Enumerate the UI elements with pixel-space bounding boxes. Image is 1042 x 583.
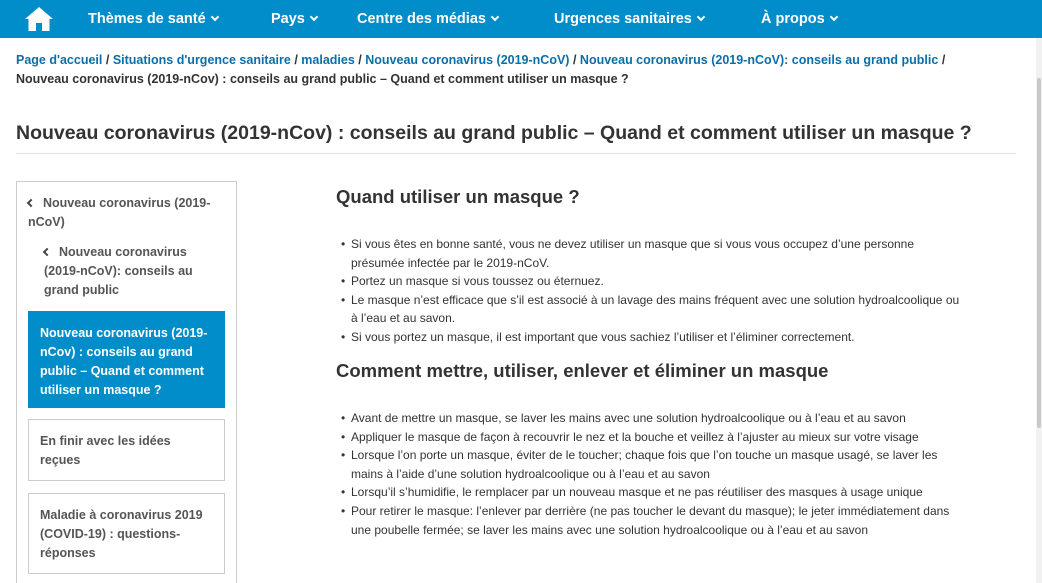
chevron-down-icon: [829, 13, 837, 21]
bullet-list-how: [341, 409, 961, 539]
sidebar-navigation: [16, 181, 237, 583]
list-item: • Lorsqu’il s’humidifie, le remplacer par un nouveau masque et ne pas réutiliser des masques à usage unique: [341, 483, 961, 502]
list-item: • Avant de mettre un masque, se laver les mains avec une solution hydroalcoolique ou à l’eau et au savon: [341, 409, 961, 428]
home-icon[interactable]: [24, 6, 54, 32]
nav-item-urgences-sanitaires[interactable]: Urgences sanitaires: [554, 0, 704, 38]
breadcrumb-separator: /: [941, 53, 946, 67]
list-item: • Appliquer le masque de façon à recouvrir le nez et la bouche et veillez à l’ajuster au mieux sur votre visage: [341, 428, 961, 447]
nav-item-pays[interactable]: Pays: [271, 0, 317, 38]
sidebar-parent-link[interactable]: Nouveau coronavirus (2019-nCoV): [28, 196, 211, 229]
breadcrumb-link-coronavirus[interactable]: Nouveau coronavirus (2019-nCoV): [365, 53, 570, 67]
chevron-left-icon: [27, 199, 35, 207]
chevron-down-icon: [697, 13, 705, 21]
nav-item-centre-medias[interactable]: Centre des médias: [357, 0, 498, 38]
breadcrumb-link-maladies[interactable]: maladies: [301, 53, 355, 67]
breadcrumb-separator: /: [105, 53, 110, 67]
list-item: • Le masque n’est efficace que s’il est associé à un lavage des mains fréquent avec une solution hydroalcoolique ou à l’eau et au savon.: [341, 291, 961, 328]
bullet-list-when: [341, 235, 961, 347]
chevron-left-icon: [43, 248, 51, 256]
list-item: • Pour retirer le masque: l’enlever par derrière (ne pas toucher le devant du masque); le jeter immédiatement dans une poubelle fermée; se laver les mains avec une solution hydroalcoolique ou à l’eau et au savon: [341, 502, 961, 539]
nav-item-themes-sante[interactable]: Thèmes de santé: [88, 0, 218, 38]
section-heading-when: Quand utiliser un masque ?: [336, 186, 580, 207]
breadcrumb-separator: /: [572, 53, 577, 67]
section-heading-how: Comment mettre, utiliser, enlever et éliminer un masque: [336, 360, 829, 381]
breadcrumb-separator: /: [294, 53, 298, 67]
breadcrumb-current: Nouveau coronavirus (2019-nCov) : conseils au grand public – Quand et comment utiliser un masque ?: [16, 72, 629, 86]
top-navigation-bar: [0, 0, 1042, 38]
nav-item-a-propos[interactable]: À propos: [761, 0, 837, 38]
breadcrumb-link-urgences[interactable]: Situations d'urgence sanitaire: [112, 53, 291, 67]
chevron-down-icon: [491, 13, 499, 21]
divider: [16, 153, 1016, 154]
breadcrumb-link-conseils[interactable]: Nouveau coronavirus (2019-nCoV): conseils au grand public: [579, 53, 939, 67]
scrollbar-thumb[interactable]: [1037, 78, 1041, 428]
sidebar-item-idees-recues[interactable]: En finir avec les idées reçues: [28, 419, 225, 481]
breadcrumb: [16, 51, 996, 89]
page-scrollbar[interactable]: [1036, 38, 1042, 583]
list-item: • Lorsque l’on porte un masque, éviter de le toucher; chaque fois que l’on touche un masque usagé, se laver les mains à l’aide d’une solution hydroalcoolique ou à l’eau et au savon: [341, 446, 961, 483]
sidebar-sub-link[interactable]: Nouveau coronavirus (2019-nCoV): conseils au grand public: [44, 245, 193, 297]
breadcrumb-link-home[interactable]: Page d'accueil: [16, 53, 103, 67]
page-title: Nouveau coronavirus (2019-nCov) : conseils au grand public – Quand et comment utiliser un masque ?: [16, 122, 972, 144]
list-item: • Si vous êtes en bonne santé, vous ne devez utiliser un masque que si vous vous occupez d’une personne présumée infectée par le 2019-nCoV.: [341, 235, 961, 272]
chevron-down-icon: [310, 13, 318, 21]
breadcrumb-separator: /: [358, 53, 362, 67]
sidebar-item-covid-questions[interactable]: Maladie à coronavirus 2019 (COVID-19) : questions-réponses: [28, 493, 225, 574]
list-item: • Si vous portez un masque, il est important que vous sachiez l’utiliser et l’éliminer correctement.: [341, 328, 961, 347]
chevron-down-icon: [210, 13, 218, 21]
sidebar-item-current[interactable]: Nouveau coronavirus (2019-nCov) : conseils au grand public – Quand et comment utiliser un masque ?: [28, 311, 225, 408]
list-item: • Portez un masque si vous toussez ou éternuez.: [341, 272, 961, 291]
